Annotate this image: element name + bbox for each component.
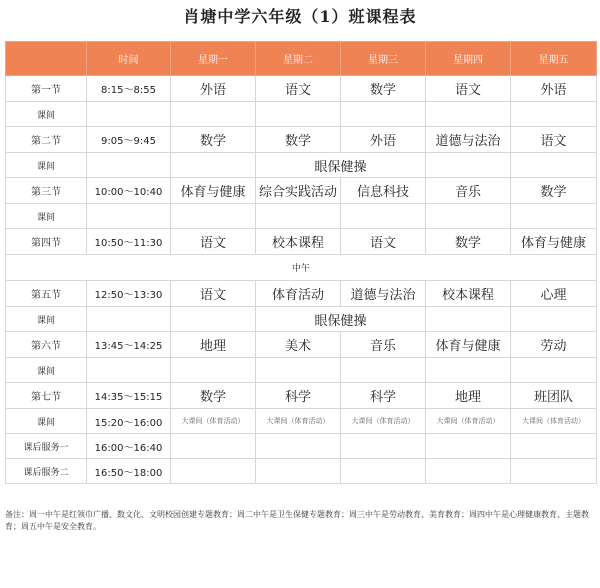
period-label: 课间 xyxy=(6,204,87,229)
break-row xyxy=(6,204,597,229)
subject-cell: 劳动 xyxy=(511,332,597,358)
subject-cell: 语文 xyxy=(171,281,256,307)
empty-cell xyxy=(256,459,341,484)
period-label: 第四节 xyxy=(6,229,87,255)
subject-cell: 数学 xyxy=(171,383,256,409)
empty-cell xyxy=(426,459,511,484)
subject-cell: 校本课程 xyxy=(256,229,341,255)
time-cell: 8:15～8:55 xyxy=(87,76,171,102)
time-cell xyxy=(87,307,171,332)
empty-cell xyxy=(171,434,256,459)
lesson-row xyxy=(6,281,597,307)
time-cell: 16:50～18:00 xyxy=(87,459,171,484)
activity-cell: 大课间（体育活动） xyxy=(341,409,426,434)
period-label: 课后服务二 xyxy=(6,459,87,484)
empty-cell xyxy=(426,307,511,332)
subject-cell: 信息科技 xyxy=(341,178,426,204)
break-row xyxy=(6,307,597,332)
lesson-row xyxy=(6,76,597,102)
subject-cell: 班团队 xyxy=(511,383,597,409)
activity-cell: 大课间（体育活动） xyxy=(511,409,597,434)
subject-cell: 体育活动 xyxy=(256,281,341,307)
empty-cell xyxy=(511,153,597,178)
break-row xyxy=(6,153,597,178)
subject-cell: 音乐 xyxy=(426,178,511,204)
page-title: 肖塘中学六年级（1）班课程表 xyxy=(183,7,417,26)
subject-cell: 心理 xyxy=(511,281,597,307)
header-row xyxy=(6,42,597,76)
empty-cell xyxy=(511,459,597,484)
subject-cell: 外语 xyxy=(341,127,426,153)
subject-cell: 校本课程 xyxy=(426,281,511,307)
empty-cell xyxy=(171,358,256,383)
empty-cell xyxy=(171,307,256,332)
subject-cell: 地理 xyxy=(426,383,511,409)
subject-cell: 数学 xyxy=(511,178,597,204)
break-activity: 眼保健操 xyxy=(256,153,426,178)
period-label: 第五节 xyxy=(6,281,87,307)
empty-cell xyxy=(511,102,597,127)
service-row xyxy=(6,459,597,484)
time-cell: 16:00～16:40 xyxy=(87,434,171,459)
empty-cell xyxy=(256,204,341,229)
lesson-row xyxy=(6,332,597,358)
subject-cell: 外语 xyxy=(171,76,256,102)
activity-cell: 大课间（体育活动） xyxy=(426,409,511,434)
period-label: 课后服务一 xyxy=(6,434,87,459)
empty-cell xyxy=(341,434,426,459)
activity-cell: 大课间（体育活动） xyxy=(171,409,256,434)
subject-cell: 语文 xyxy=(341,229,426,255)
empty-cell xyxy=(426,358,511,383)
time-cell: 15:20～16:00 xyxy=(87,409,171,434)
period-label: 课间 xyxy=(6,307,87,332)
subject-cell: 语文 xyxy=(171,229,256,255)
subject-cell: 体育与健康 xyxy=(426,332,511,358)
header-cell: 星期二 xyxy=(256,42,341,76)
subject-cell: 音乐 xyxy=(341,332,426,358)
period-label: 第一节 xyxy=(6,76,87,102)
empty-cell xyxy=(341,459,426,484)
time-cell xyxy=(87,204,171,229)
empty-cell xyxy=(426,102,511,127)
activity-cell: 大课间（体育活动） xyxy=(256,409,341,434)
noon-label: 中午 xyxy=(6,255,597,281)
empty-cell xyxy=(426,153,511,178)
lesson-row xyxy=(6,127,597,153)
empty-cell xyxy=(171,204,256,229)
empty-cell xyxy=(341,358,426,383)
subject-cell: 语文 xyxy=(511,127,597,153)
activity-row xyxy=(6,409,597,434)
period-label: 第七节 xyxy=(6,383,87,409)
subject-cell: 数学 xyxy=(426,229,511,255)
period-label: 第六节 xyxy=(6,332,87,358)
subject-cell: 道德与法治 xyxy=(426,127,511,153)
time-cell: 9:05～9:45 xyxy=(87,127,171,153)
break-activity: 眼保健操 xyxy=(256,307,426,332)
empty-cell xyxy=(171,153,256,178)
empty-cell xyxy=(256,358,341,383)
empty-cell xyxy=(256,102,341,127)
empty-cell xyxy=(426,204,511,229)
subject-cell: 地理 xyxy=(171,332,256,358)
subject-cell: 语文 xyxy=(256,76,341,102)
time-cell xyxy=(87,153,171,178)
time-cell xyxy=(87,358,171,383)
break-row xyxy=(6,358,597,383)
break-row xyxy=(6,102,597,127)
timetable xyxy=(5,41,597,484)
time-cell: 12:50～13:30 xyxy=(87,281,171,307)
empty-cell xyxy=(426,434,511,459)
period-label: 课间 xyxy=(6,409,87,434)
empty-cell xyxy=(511,204,597,229)
subject-cell: 数学 xyxy=(256,127,341,153)
header-cell: 星期三 xyxy=(341,42,426,76)
subject-cell: 语文 xyxy=(426,76,511,102)
subject-cell: 美术 xyxy=(256,332,341,358)
subject-cell: 数学 xyxy=(171,127,256,153)
empty-cell xyxy=(171,459,256,484)
empty-cell xyxy=(256,434,341,459)
subject-cell: 科学 xyxy=(341,383,426,409)
subject-cell: 综合实践活动 xyxy=(256,178,341,204)
empty-cell xyxy=(511,434,597,459)
subject-cell: 外语 xyxy=(511,76,597,102)
subject-cell: 体育与健康 xyxy=(171,178,256,204)
time-cell: 10:00～10:40 xyxy=(87,178,171,204)
empty-cell xyxy=(341,102,426,127)
empty-cell xyxy=(511,307,597,332)
period-label: 课间 xyxy=(6,153,87,178)
header-cell: 星期四 xyxy=(426,42,511,76)
time-cell xyxy=(87,102,171,127)
lesson-row xyxy=(6,229,597,255)
header-cell: 星期五 xyxy=(511,42,597,76)
lesson-row xyxy=(6,383,597,409)
time-cell: 13:45～14:25 xyxy=(87,332,171,358)
header-cell: 星期一 xyxy=(171,42,256,76)
service-row xyxy=(6,434,597,459)
noon-row xyxy=(6,255,597,281)
header-cell: 时间 xyxy=(87,42,171,76)
period-label: 第三节 xyxy=(6,178,87,204)
subject-cell: 道德与法治 xyxy=(341,281,426,307)
period-label: 课间 xyxy=(6,358,87,383)
period-label: 第二节 xyxy=(6,127,87,153)
lesson-row xyxy=(6,178,597,204)
period-label: 课间 xyxy=(6,102,87,127)
time-cell: 14:35～15:15 xyxy=(87,383,171,409)
header-cell xyxy=(6,42,87,76)
subject-cell: 体育与健康 xyxy=(511,229,597,255)
empty-cell xyxy=(511,358,597,383)
notes: 备注：周一中午是红领巾广播、数文化、文明校园创建专题教育；周二中午是卫生保健专题教育；周三中午是劳动教育、美育教育；周四中午是心理健康教育、主题教育；周五中午是安全教育。 xyxy=(5,510,589,531)
empty-cell xyxy=(341,204,426,229)
subject-cell: 数学 xyxy=(341,76,426,102)
time-cell: 10:50～11:30 xyxy=(87,229,171,255)
empty-cell xyxy=(171,102,256,127)
subject-cell: 科学 xyxy=(256,383,341,409)
